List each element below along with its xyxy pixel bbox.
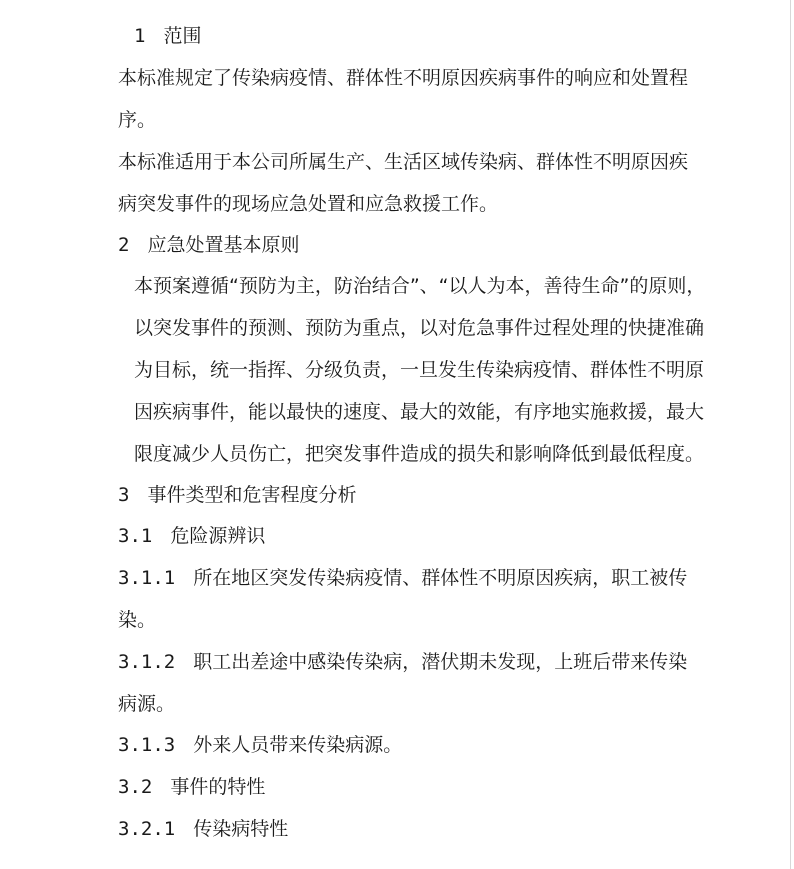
subsection-3-1-heading bbox=[118, 524, 265, 548]
subsection-3-1-3 bbox=[118, 733, 402, 757]
section-title: 应急处置基本原则 bbox=[147, 234, 300, 256]
section-title: 危险源辨识 bbox=[170, 525, 266, 547]
section-3-heading bbox=[118, 483, 356, 507]
paragraph-line: 序。 bbox=[118, 109, 157, 131]
section-number: 2 bbox=[118, 234, 130, 256]
paragraph-line: 因疾病事件，能以最快的速度、最大的效能，有序地实施救援，最大 bbox=[134, 401, 705, 423]
section-number: 3.1.1 bbox=[118, 567, 176, 589]
section-title: 事件类型和危害程度分析 bbox=[147, 484, 357, 506]
paragraph-line: 本标准规定了传染病疫情、群体性不明原因疾病事件的响应和处置程 bbox=[118, 67, 689, 89]
subsection-3-1-2 bbox=[118, 650, 687, 674]
section-title: 事件的特性 bbox=[170, 776, 266, 798]
paragraph-line: 染。 bbox=[118, 609, 157, 631]
paragraph-line: 本预案遵循“预防为主，防治结合”、“以人为本，善待生命”的原则， bbox=[134, 275, 706, 297]
section-number: 3.1 bbox=[118, 525, 153, 547]
paragraph-line: 职工出差途中感染传染病，潜伏期未发现，上班后带来传染 bbox=[193, 651, 688, 673]
paragraph-line: 为目标，统一指挥、分级负责，一旦发生传染病疫情、群体性不明原 bbox=[134, 359, 705, 381]
section-title: 传染病特性 bbox=[193, 818, 289, 840]
subsection-3-2-1-heading bbox=[118, 817, 288, 841]
paragraph-line: 外来人员带来传染病源。 bbox=[193, 734, 403, 756]
paragraph-line: 本标准适用于本公司所属生产、生活区域传染病、群体性不明原因疾 bbox=[118, 151, 689, 173]
paragraph-line: 病源。 bbox=[118, 693, 176, 715]
subsection-3-1-1 bbox=[118, 566, 687, 590]
section-number: 3.2 bbox=[118, 776, 153, 798]
section-2-heading bbox=[118, 233, 299, 257]
paragraph-line: 病突发事件的现场应急处置和应急救援工作。 bbox=[118, 193, 499, 215]
page-edge-divider bbox=[790, 0, 791, 869]
section-number: 3 bbox=[118, 484, 130, 506]
subsection-3-2-heading bbox=[118, 775, 265, 799]
section-number: 3.1.2 bbox=[118, 651, 176, 673]
section-number: 1 bbox=[134, 25, 146, 47]
section-number: 3.2.1 bbox=[118, 818, 176, 840]
section-1-heading bbox=[134, 24, 201, 48]
paragraph-line: 以突发事件的预测、预防为重点，以对危急事件过程处理的快捷准确 bbox=[134, 317, 705, 339]
paragraph-line: 限度减少人员伤亡，把突发事件造成的损失和影响降低到最低程度。 bbox=[134, 443, 705, 465]
section-title: 范围 bbox=[163, 25, 202, 47]
paragraph-line: 所在地区突发传染病疫情、群体性不明原因疾病，职工被传 bbox=[193, 567, 688, 589]
section-number: 3.1.3 bbox=[118, 734, 176, 756]
